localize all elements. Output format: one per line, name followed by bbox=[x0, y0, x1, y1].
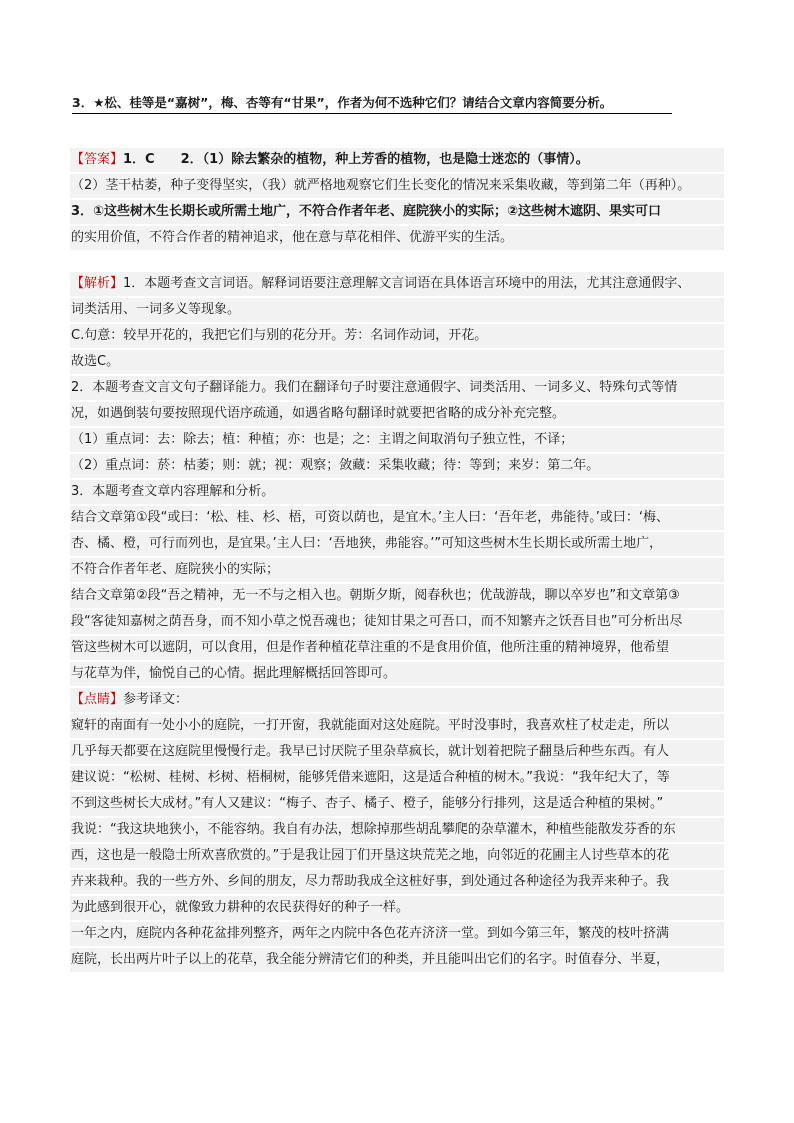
analysis-line: 段“客徒知嘉树之荫吾身，而不知小草之悦吾魂也；徒知甘果之可吾口，而不知繁卉之饫吾目也”可分析出尽 bbox=[70, 610, 724, 634]
answer-line-1: 【答案】1．C 2．（1）除去繁杂的植物，种上芳香的植物，也是隐士迷恋的（事情）。 bbox=[70, 148, 724, 172]
analysis-line: 结合文章第②段“吾之精神，无一不与之相入也。朝斯夕斯，阅春秋也；优哉游哉，聊以卒岁也”和文章第③ bbox=[70, 584, 724, 608]
analysis-line: C.句意：较早开花的，我把它们与别的花分开。芳：名词作动词，开花。 bbox=[70, 324, 724, 348]
answer-line-2: （2）茎干枯萎，种子变得坚实，（我）就严格地观察它们生长变化的情况来采集收藏，等到第二年（再种）。 bbox=[70, 174, 724, 198]
analysis-line-1: 【解析】1．本题考查文言词语。解释词语要注意理解文言词语在具体语言环境中的用法，尤其注意通假字、 bbox=[70, 272, 724, 296]
answer-line-4: 的实用价值，不符合作者的精神追求，他在意与草花相伴、优游平实的生活。 bbox=[70, 226, 724, 250]
section-gap bbox=[70, 252, 724, 272]
translation-line: 西，这也是一般隐士所欢喜欣赏的。”于是我让园丁们开垦这块荒芜之地，向邻近的花圃主人讨些草本的花 bbox=[70, 844, 724, 868]
translation-line: 我说：“我这块地狭小，不能容纳。我自有办法，想除掉那些胡乱攀爬的杂草灌木，种植些能散发芬香的东 bbox=[70, 818, 724, 842]
analysis-line: 不符合作者年老、庭院狭小的实际； bbox=[70, 558, 724, 582]
analysis-tag: 【解析】 bbox=[71, 276, 124, 291]
analysis-line: 3．本题考查文章内容理解和分析。 bbox=[70, 480, 724, 504]
analysis-line: 2．本题考查文言文句子翻译能力。我们在翻译句子时要注意通假字、词类活用、一词多义、特殊句式等情 bbox=[70, 376, 724, 400]
translation-line: 卉来栽种。我的一些方外、乡间的朋友，尽力帮助我成全这桩好事，到处通过各种途径为我弄来种子。我 bbox=[70, 870, 724, 894]
answer-line-3: 3．①这些树木生长期长或所需土地广，不符合作者年老、庭院狭小的实际；②这些树木遮阴、果实可口 bbox=[70, 200, 724, 224]
tip-tag: 【点睛】 bbox=[71, 692, 124, 707]
translation-line: 不到这些树长大成材。”有人又建议：“梅子、杏子、橘子、橙子，能够分行排列，这是适合种植的果树。” bbox=[70, 792, 724, 816]
analysis-line: 故选C。 bbox=[70, 350, 724, 374]
analysis-line: 管这些树木可以遮阴，可以食用，但是作者种植花草注重的不是食用价值，他所注重的精神境界，他希望 bbox=[70, 636, 724, 660]
analysis-line: （2）重点词：菸：枯萎；则：就；视：观察；敛藏：采集收藏；待：等到；来岁：第二年。 bbox=[70, 454, 724, 478]
translation-line: 几乎每天都要在这庭院里慢慢行走。我早已讨厌院子里杂草疯长，就计划着把院子翻垦后种些东西。有人 bbox=[70, 740, 724, 764]
analysis-line: 结合文章第①段“或曰：‘松、桂、杉、梧，可资以荫也，是宜木。’主人曰：‘吾年老，弗能待。’或曰：‘梅、 bbox=[70, 506, 724, 530]
analysis-line: 杏、橘、橙，可行而列也，是宜果。’主人曰：‘吾地狭，弗能容。’”可知这些树木生长期长或所需土地广， bbox=[70, 532, 724, 556]
tip-title-line: 【点睛】参考译文： bbox=[70, 688, 724, 712]
question-3: 3．★松、桂等是“嘉树”，梅、杏等有“甘果”，作者为何不选种它们？请结合文章内容简要分析。 bbox=[72, 94, 672, 114]
analysis-line: 词类活用、一词多义等现象。 bbox=[70, 298, 724, 322]
translation-line: 为此感到很开心，就像致力耕种的农民获得好的种子一样。 bbox=[70, 896, 724, 920]
translation-line: 庭院，长出两片叶子以上的花草，我全能分辨清它们的种类，并且能叫出它们的名字。时值春分、半夏， bbox=[70, 948, 724, 972]
analysis-line: 与花草为伴，愉悦自己的心情。据此理解概括回答即可。 bbox=[70, 662, 724, 686]
answer-section bbox=[70, 148, 724, 974]
answer-tag: 【答案】 bbox=[71, 152, 124, 167]
analysis-line: 况，如遇倒装句要按照现代语序疏通，如遇省略句翻译时就要把省略的成分补充完整。 bbox=[70, 402, 724, 426]
analysis-line: （1）重点词：去：除去；植：种植；亦：也是；之：主谓之间取消句子独立性，不译； bbox=[70, 428, 724, 452]
translation-line: 一年之内，庭院内各种花盆排列整齐，两年之内院中各色花卉济济一堂。到如今第三年，繁茂的枝叶挤满 bbox=[70, 922, 724, 946]
translation-line: 窥轩的南面有一处小小的庭院，一打开窗，我就能面对这处庭院。平时没事时，我喜欢柱了杖走走，所以 bbox=[70, 714, 724, 738]
translation-line: 建议说：“松树、桂树、杉树、梧桐树，能够凭借来遮阳，这是适合种植的树木。”我说：“我年纪大了，等 bbox=[70, 766, 724, 790]
